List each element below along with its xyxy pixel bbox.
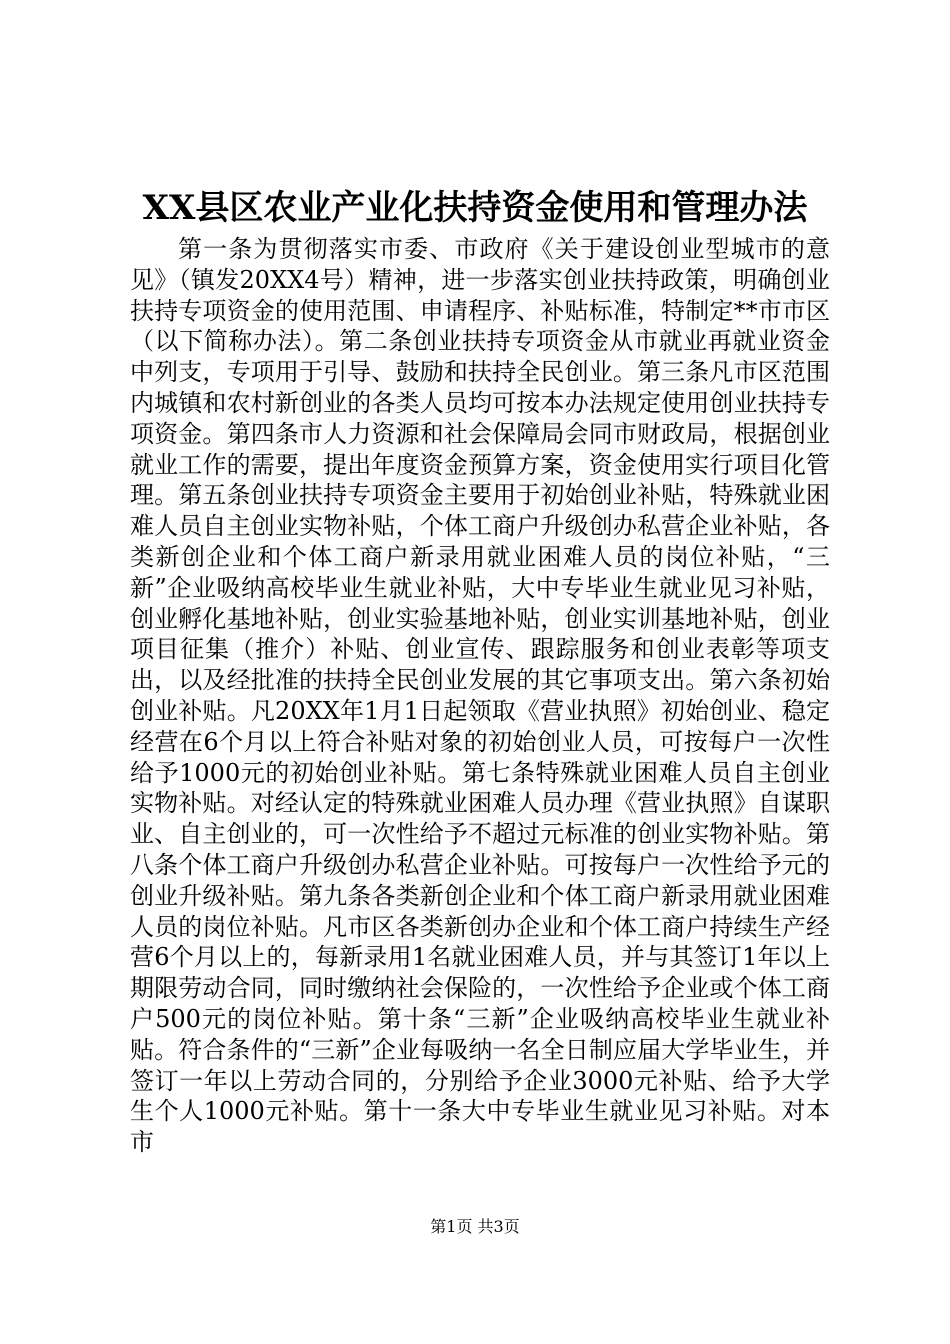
document-title: XX县区农业产业化扶持资金使用和管理办法 [142,188,808,228]
page-number-footer: 第1页 共3页 [430,1217,520,1236]
document-body-text: 第一条为贯彻落实市委、市政府《关于建设创业型城市的意见》（镇发20XX4号）精神，进一步落实创业扶持政策，明确创业扶持专项资金的使用范围、申请程序、补贴标准，特制定**市市区（以下简称办法）。第二条创业扶持专项资金从市就业再就业资金中列支，专项用于引导、鼓励和扶持全民创业。第三条凡市区范围内城镇和农村新创业的各类人员均可按本办法规定使用创业扶持专项资金。第四条市人力资源和社会保障局会同市财政局，根据创业就业工作的需要，提出年度资金预算方案，资金使用实行项目化管理。第五条创业扶持专项资金主要用于初始创业补贴，特殊就业困难人员自主创业实物补贴，个体工商户升级创办私营企业补贴，各类新创企业和个体工商户新录用就业困难人员的岗位补贴，“三新”企业吸纳高校毕业生就业补贴，大中专毕业生就业见习补贴，创业孵化基地补贴，创业实验基地补贴，创业实训基地补贴，创业项目征集（推介）补贴、创业宣传、跟踪服务和创业表彰等项支出，以及经批准的扶持全民创业发展的其它事项支出。第六条初始创业补贴。凡20XX年1月1日起领取《营业执照》初始创业、稳定经营在6个月以上符合补贴对象的初始创业人员，可按每户一次性给予1000元的初始创业补贴。第七条特殊就业困难人员自主创业实物补贴。对经认定的特殊就业困难人员办理《营业执照》自谋职业、自主创业的，可一次性给予不超过元标准的创业实物补贴。第八条个体工商户升级创办私营企业补贴。可按每户一次性给予元的创业升级补贴。第九条各类新创企业和个体工商户新录用就业困难人员的岗位补贴。凡市区各类新创办企业和个体工商户持续生产经营6个月以上的，每新录用1名就业困难人员，并与其签订1年以上期限劳动合同，同时缴纳社会保险的，一次性给予企业或个体工商户500元的岗位补贴。第十条“三新”企业吸纳高校毕业生就业补贴。符合条件的“三新”企业每吸纳一名全日制应届大学毕业生，并签订一年以上劳动合同的，分别给予企业3000元补贴、给予大学生个人1000元补贴。第十一条大中专毕业生就业见习补贴。对本市 [130,235,830,1157]
